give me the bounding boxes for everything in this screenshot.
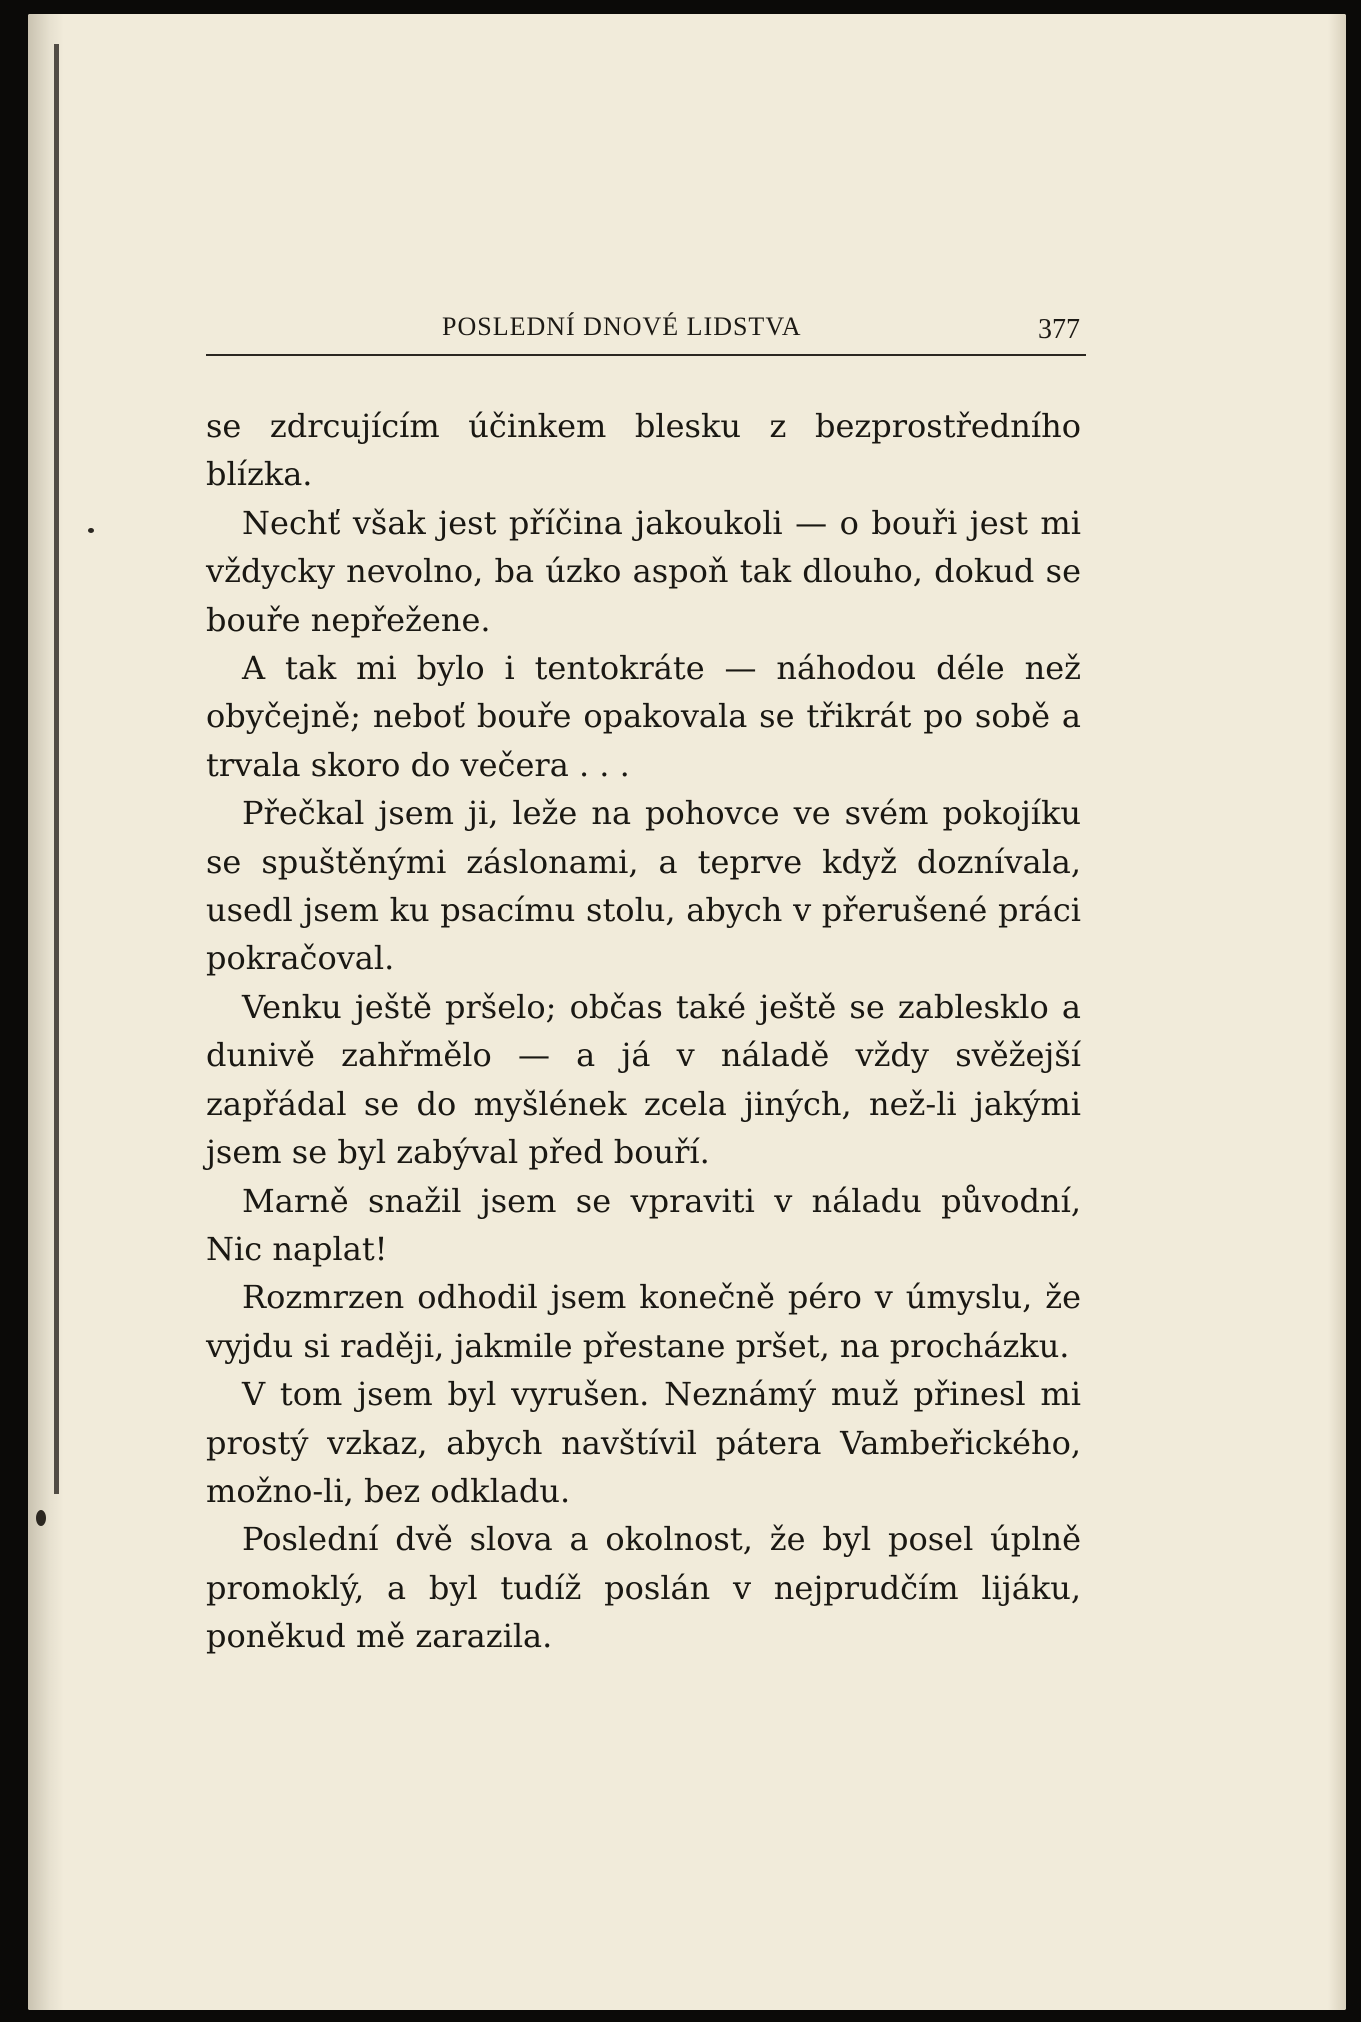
running-title: POSLEDNÍ DNOVÉ LIDSTVA	[442, 312, 802, 341]
paragraph: Marně snažil jsem se vpraviti v náladu původní, Nic naplat!	[206, 1181, 1081, 1268]
running-header	[206, 310, 1086, 350]
paragraph: Přečkal jsem ji, leže na pohovce ve svém pokojíku se spuštěnými záslonami, a teprve když doznívala, usedl jsem ku psacímu stolu, abych v přerušené práci pokračoval.	[206, 794, 1081, 978]
page-edge	[1328, 14, 1346, 2010]
paragraph: Rozmrzen odhodil jsem konečně péro v úmyslu, že vyjdu si raději, jakmile přestane pršet, na procházku.	[206, 1278, 1081, 1365]
paragraph: Poslední dvě slova a okolnost, že byl posel úplně promoklý, a byl tudíž poslán v nejprudčím lijáku, poněkud mě zarazila.	[206, 1520, 1081, 1656]
paragraph: V tom jsem byl vyrušen. Neznámý muž přinesl mi prostý vzkaz, abych navštívil pátera Vambeřického, možno-li, bez odkladu.	[206, 1375, 1081, 1510]
paragraph: Nechť však jest příčina jakoukoli — o bouři jest mi vždycky nevolno, ba úzko aspoň tak dlouho, dokud se bouře nepřežene.	[206, 503, 1081, 639]
header-rule	[206, 354, 1086, 356]
body-text	[206, 402, 1081, 1661]
ink-speck	[88, 528, 94, 533]
paragraph: Venku ještě pršelo; občas také ještě se zablesklo a dunivě zahřmělo — a já v náladě vždy svěžejší zapřádal se do myšlének zcela jiných, než-li jakými jsem se byl zabýval před bouří.	[206, 987, 1081, 1172]
ink-speck	[36, 1510, 46, 1526]
paragraph: A tak mi bylo i tentokráte — náhodou déle než obyčejně; neboť bouře opakovala se třikrát po sobě a trvala skoro do večera . . .	[206, 649, 1081, 784]
page-number: 377	[1038, 314, 1080, 345]
paragraph: se zdrcujícím účinkem blesku z bezprostředního blízka.	[206, 407, 1081, 494]
book-page	[28, 14, 1346, 2010]
binding-shadow	[54, 44, 59, 1494]
